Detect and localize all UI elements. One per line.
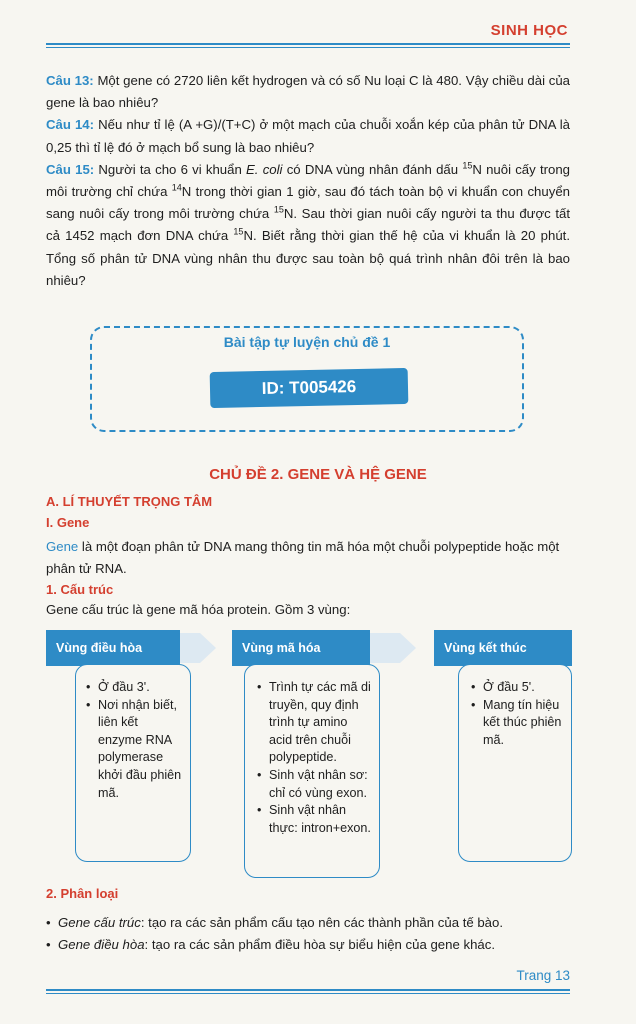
subject-title: SINH HỌC [490,22,568,39]
question-14 [46,114,570,158]
flow-arrow-band [370,633,400,663]
question-label: Câu 15: [46,161,95,177]
flow-arrow-icon [400,633,416,663]
exercise-id-badge: ID: T005426 [210,368,409,408]
isotope-number: 15 [273,204,284,215]
region-box-termination [458,664,572,862]
gene-definition [46,536,576,580]
question-text: N. Biết rằng thời gian thế hệ của vi khuẩn là 20 phút. Tổng số phân tử DNA vùng nhân thu được sau toàn bộ quá trình nhân đôi trên là bao nhiêu? [46,228,570,288]
question-13 [46,70,570,114]
header-rule-thin [46,47,570,48]
flow-arrow-band [180,633,200,663]
question-text: N. Sau thời gian nuôi cấy người ta thu được tất cả 1452 mạch đơn DNA chứa [46,206,570,244]
organism-name: E. coli [246,161,283,177]
question-15 [46,159,570,292]
isotope-number: 15 [233,227,244,238]
class-term: Gene điều hòa [58,937,145,952]
classification-list [46,912,576,956]
region-item: • Ở đầu 5'. [471,679,563,697]
subsection-classification: 2. Phân loại [46,886,119,901]
region-box-regulatory [75,664,191,862]
exercise-box [90,326,524,432]
question-text: N trong thời gian 1 giờ, sau đó tách toàn bộ vi khuẩn con chuyển sang nuôi cấy trong môi trường chứa [46,184,570,222]
class-desc: : tạo ra các sản phẩm điều hòa sự biểu hiện của gene khác. [144,937,495,952]
gene-term: Gene [46,539,79,554]
region-header-regulatory: Vùng điều hòa [46,630,180,666]
question-text: Nếu như tỉ lệ (A +G)/(T+C) ở một mạch của chuỗi xoắn kép của phân tử DNA là 0,25 thì tỉ lệ đó ở mạch bổ sung là bao nhiêu? [46,117,571,155]
question-list [46,70,570,292]
flow-arrow-icon [200,633,216,663]
footer-rule-thin [46,993,570,994]
region-item: • Nơi nhận biết, liên kết enzyme RNA polymerase khởi đầu phiên mã. [86,697,182,803]
class-term: Gene cấu trúc [58,915,141,930]
list-item [46,912,576,934]
subsection-structure: 1. Cấu trúc [46,582,114,597]
exercise-title: Bài tập tự luyện chủ đề 1 [223,334,391,350]
list-item [46,934,576,956]
gene-definition-text: là một đoạn phân tử DNA mang thông tin mã hóa một chuỗi polypeptide hoặc một phân tử RNA. [46,539,560,576]
region-item: • Sinh vật nhân thực: intron+exon. [257,802,371,837]
region-item: • Ở đầu 3'. [86,679,182,697]
chapter-title: CHỦ ĐỀ 2. GENE VÀ HỆ GENE [209,466,427,483]
section-heading-a: A. LÍ THUYẾT TRỌNG TÂM [46,494,213,509]
footer-rule [46,989,570,991]
question-label: Câu 13: [46,73,94,88]
region-item: • Sinh vật nhân sơ: chỉ có vùng exon. [257,767,371,802]
class-desc: : tạo ra các sản phẩm cấu tạo nên các thành phần của tế bào. [140,915,504,930]
question-label: Câu 14: [46,117,95,133]
question-text: N nuôi cấy trong môi trường chỉ chứa [46,161,571,200]
region-item: • Trình tự các mã di truyền, quy định trình tự amino acid trên chuỗi polypeptide. [257,679,371,767]
isotope-number: 15 [462,160,473,171]
region-box-coding [244,664,380,878]
region-item: • Mang tín hiệu kết thúc phiên mã. [471,697,563,750]
question-text: có DNA vùng nhân đánh dấu [282,161,463,177]
region-header-termination: Vùng kết thúc [434,630,572,666]
page-number: Trang 13 [516,968,570,983]
header-rule [46,43,570,45]
section-heading-i: I. Gene [46,515,90,530]
isotope-number: 14 [171,182,182,193]
structure-intro: Gene cấu trúc là gene mã hóa protein. Gồm 3 vùng: [46,602,351,617]
question-text: Người ta cho 6 vi khuẩn [98,161,247,177]
question-text: Một gene có 2720 liên kết hydrogen và có số Nu loại C là 480. Vậy chiều dài của gene là bao nhiêu? [46,73,570,111]
region-header-coding: Vùng mã hóa [232,630,370,666]
